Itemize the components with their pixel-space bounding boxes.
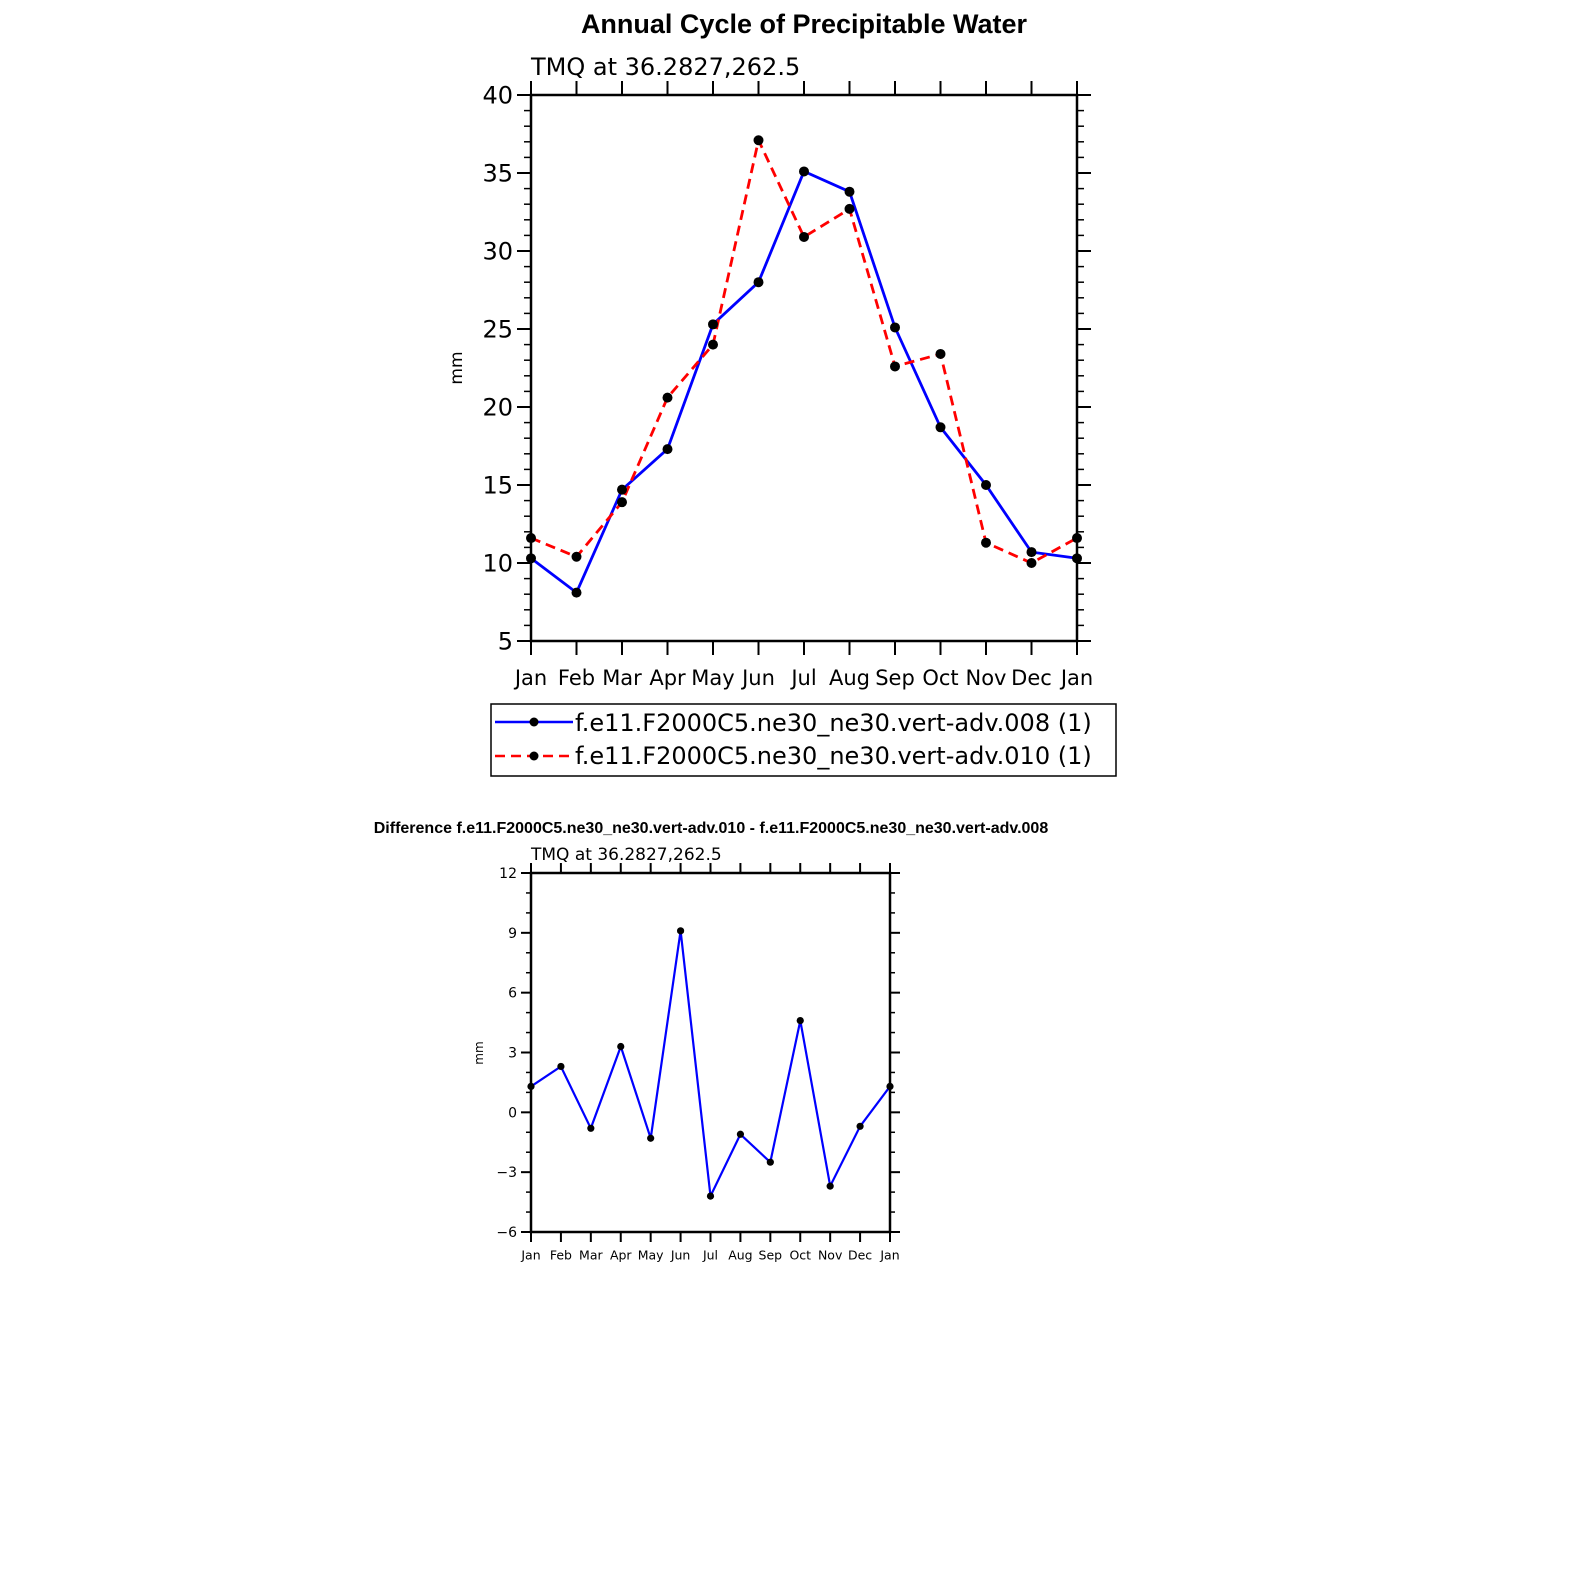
top-series-1-point	[572, 588, 582, 598]
top-plot-frame	[531, 95, 1077, 641]
bottom-chart-ylabel: mm	[472, 1041, 486, 1065]
bottom-xtick-label: Jan	[521, 1247, 541, 1263]
bottom-series-1-point	[707, 1193, 714, 1200]
bottom-plot-frame	[531, 873, 890, 1232]
top-xtick-label: Jan	[1060, 666, 1094, 690]
top-ytick-label: 25	[482, 315, 513, 344]
top-ytick-label: 20	[482, 393, 513, 422]
bottom-ytick-label: −3	[496, 1165, 517, 1182]
top-series-2-point	[936, 349, 946, 359]
bottom-xtick-label: Feb	[549, 1247, 572, 1263]
top-series-2-point	[845, 204, 855, 214]
bottom-series-1-point	[557, 1063, 564, 1070]
top-series-1-point	[617, 485, 627, 495]
annual-cycle-chart	[447, 53, 1093, 690]
bottom-xtick-label: Apr	[609, 1247, 632, 1263]
bottom-series-1-point	[827, 1183, 834, 1190]
bottom-xtick-label: Sep	[758, 1247, 783, 1263]
legend-label-2: f.e11.F2000C5.ne30_ne30.vert-adv.010 (1)	[575, 742, 1092, 770]
top-series-1-point	[754, 277, 764, 287]
top-ytick-label: 30	[482, 237, 513, 266]
top-series-2-point	[981, 538, 991, 548]
top-series-1-point	[936, 422, 946, 432]
top-series-2-point	[617, 497, 627, 507]
legend-label-1: f.e11.F2000C5.ne30_ne30.vert-adv.008 (1)	[575, 709, 1092, 737]
top-ytick-label: 40	[482, 81, 513, 110]
bottom-series-1-point	[797, 1017, 804, 1024]
legend-entry-2	[495, 742, 1092, 770]
bottom-xtick-label: May	[637, 1247, 664, 1263]
top-xtick-label: Feb	[557, 666, 596, 690]
top-xtick-label: Jun	[742, 666, 775, 690]
top-xtick-label: Jan	[514, 666, 548, 690]
bottom-series-1-point	[617, 1043, 624, 1050]
bottom-series-1-point	[677, 927, 684, 934]
top-series-2-point	[572, 552, 582, 562]
bottom-series-1-point	[587, 1125, 594, 1132]
bottom-series-1-point	[647, 1135, 654, 1142]
bottom-ytick-label: 9	[508, 925, 517, 942]
top-chart-ylabel: mm	[447, 351, 467, 385]
top-xtick-label: Nov	[965, 666, 1007, 690]
top-series-2-point	[663, 393, 673, 403]
legend-swatch-marker-1	[530, 718, 539, 727]
legend	[491, 704, 1116, 776]
top-series-1-point	[1027, 547, 1037, 557]
legend-entry-1	[495, 709, 1092, 737]
difference-chart	[472, 845, 900, 1263]
legend-swatch-marker-2	[530, 752, 539, 761]
bottom-ytick-label: 12	[499, 866, 517, 883]
top-series-2-point	[708, 340, 718, 350]
bottom-xtick-label: Aug	[728, 1247, 753, 1263]
top-xtick-label: Sep	[875, 666, 915, 690]
top-series-1-point	[845, 187, 855, 197]
bottom-ytick-label: −6	[496, 1225, 517, 1242]
top-series-1-point	[663, 444, 673, 454]
bottom-xtick-label: Dec	[847, 1247, 873, 1263]
bottom-xtick-label: Mar	[579, 1247, 603, 1263]
top-series-2-point	[754, 135, 764, 145]
top-ytick-label: 5	[497, 627, 513, 656]
bottom-xtick-label: Oct	[789, 1247, 812, 1263]
top-series-1-point	[890, 322, 900, 332]
top-xtick-label: Dec	[1011, 666, 1052, 690]
top-xtick-label: Jul	[791, 666, 817, 690]
top-series-1-point	[799, 166, 809, 176]
bottom-series-1-point	[856, 1123, 863, 1130]
bottom-ytick-label: 0	[508, 1105, 517, 1122]
bottom-ytick-label: 3	[508, 1045, 517, 1062]
top-xtick-label: May	[691, 666, 735, 690]
bottom-series-1-point	[767, 1159, 774, 1166]
bottom-xtick-label: Nov	[817, 1247, 843, 1263]
bottom-chart-subtitle: TMQ at 36.2827,262.5	[531, 845, 722, 865]
bottom-series-1-line	[531, 931, 890, 1196]
difference-title: Difference f.e11.F2000C5.ne30_ne30.vert-adv.010 - f.e11.F2000C5.ne30_ne30.vert-adv.008	[373, 820, 1049, 837]
top-xtick-label: Oct	[922, 666, 959, 690]
top-series-2-point	[799, 232, 809, 242]
top-series-1-point	[708, 319, 718, 329]
top-chart-subtitle: TMQ at 36.2827,262.5	[531, 53, 801, 81]
bottom-xtick-label: Jul	[702, 1247, 719, 1263]
top-series-1-point	[981, 480, 991, 490]
main-title: Annual Cycle of Precipitable Water	[580, 9, 1028, 39]
bottom-series-1-point	[737, 1131, 744, 1138]
top-series-2-point	[890, 361, 900, 371]
top-xtick-label: Aug	[828, 666, 871, 690]
bottom-xtick-label: Jan	[880, 1247, 900, 1263]
bottom-xtick-label: Jun	[670, 1247, 691, 1263]
top-ytick-label: 15	[482, 471, 513, 500]
top-xtick-label: Apr	[649, 666, 686, 690]
bottom-ytick-label: 6	[508, 985, 517, 1002]
top-ytick-label: 10	[482, 549, 513, 578]
top-ytick-label: 35	[482, 159, 513, 188]
top-xtick-label: Mar	[602, 666, 642, 690]
top-series-2-point	[1027, 558, 1037, 568]
